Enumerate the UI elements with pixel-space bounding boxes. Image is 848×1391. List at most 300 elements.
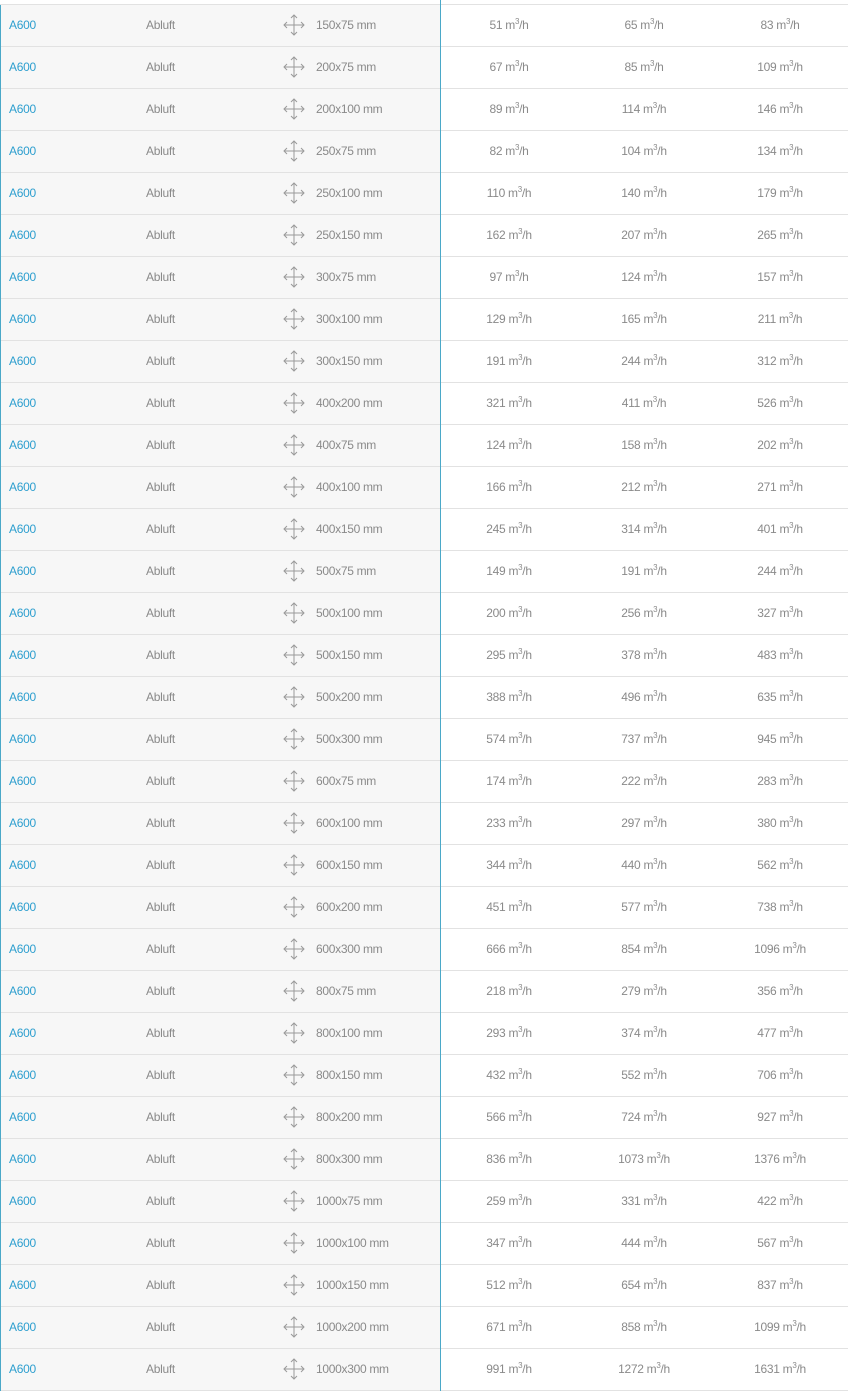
airflow-value-low [449,47,569,88]
airflow-number: 149 [486,564,506,578]
model-link[interactable]: A600 [9,438,36,452]
unit-superscript: 3 [789,185,794,194]
model-link[interactable]: A600 [9,1236,36,1250]
duct-size: 800x300 mm [316,1152,383,1166]
column-divider [440,593,441,635]
air-type-label: Abluft [146,228,175,242]
air-type-label: Abluft [146,648,175,662]
airflow-number: 1096 [754,942,780,956]
model-link[interactable]: A600 [9,984,36,998]
unit-suffix: /h [519,60,529,74]
airflow-value-mid [584,215,704,256]
airflow-number: 283 [757,774,777,788]
air-type-label: Abluft [146,732,175,746]
airflow-number: 526 [757,396,777,410]
airflow-value-mid [584,1013,704,1054]
model-link[interactable]: A600 [9,1278,36,1292]
airflow-number: 737 [621,732,641,746]
air-type-label: Abluft [146,564,175,578]
air-type-label: Abluft [146,816,175,830]
column-divider [440,803,441,845]
unit-prefix: m [502,102,515,116]
airflow-number: 496 [621,690,641,704]
model-link[interactable]: A600 [9,228,36,242]
unit-suffix: /h [657,522,667,536]
model-link[interactable]: A600 [9,900,36,914]
row-left-edge [0,1223,1,1265]
unit-suffix: /h [793,648,803,662]
airflow-value-high [720,257,840,298]
resize-arrows-icon [282,1315,306,1339]
airflow-number: 271 [757,480,777,494]
column-divider [440,1139,441,1181]
airflow-number: 574 [486,732,506,746]
model-link[interactable]: A600 [9,606,36,620]
duct-size: 150x75 mm [316,18,376,32]
airflow-value-low [449,1139,569,1180]
resize-arrows-icon [282,1231,306,1255]
airflow-number: 1099 [754,1320,780,1334]
airflow-value-high [720,383,840,424]
airflow-value-mid [584,467,704,508]
table-row [0,845,848,887]
airflow-value-low [449,1307,569,1348]
model-link[interactable]: A600 [9,396,36,410]
unit-superscript: 3 [518,563,523,572]
resize-arrows-icon [282,979,306,1003]
unit-superscript: 3 [653,479,658,488]
airflow-value-mid [584,887,704,928]
unit-suffix: /h [793,564,803,578]
unit-prefix: m [640,438,654,452]
unit-prefix: m [639,102,653,116]
unit-suffix: /h [793,228,803,242]
unit-superscript: 3 [652,101,657,110]
unit-suffix: /h [796,1320,806,1334]
airflow-number: 444 [621,1236,641,1250]
row-left-edge [0,845,1,887]
unit-superscript: 3 [653,899,658,908]
unit-prefix: m [505,690,519,704]
column-divider [440,1013,441,1055]
unit-suffix: /h [657,1278,667,1292]
unit-suffix: /h [657,1320,667,1334]
airflow-number: 207 [621,228,641,242]
row-left-edge [0,1097,1,1139]
unit-suffix: /h [796,1152,806,1166]
unit-superscript: 3 [653,605,658,614]
unit-prefix: m [505,1236,519,1250]
airflow-value-low [449,1097,569,1138]
airflow-number: 331 [621,1194,641,1208]
airflow-value-high [720,1013,840,1054]
unit-superscript: 3 [653,815,658,824]
airflow-value-low [449,845,569,886]
unit-prefix: m [775,312,789,326]
model-link[interactable]: A600 [9,102,36,116]
unit-suffix: /h [522,690,532,704]
unit-superscript: 3 [653,1025,658,1034]
unit-suffix: /h [522,480,532,494]
unit-suffix: /h [657,1194,667,1208]
airflow-value-mid [584,1055,704,1096]
resize-arrows-icon [282,181,306,205]
unit-prefix: m [640,1320,654,1334]
model-link[interactable]: A600 [9,60,36,74]
unit-suffix: /h [522,816,532,830]
airflow-number: 104 [621,144,641,158]
unit-prefix: m [640,312,654,326]
duct-size: 300x150 mm [316,354,383,368]
airflow-value-low [449,299,569,340]
airflow-value-mid [584,5,704,46]
unit-suffix: /h [522,1362,532,1376]
model-link[interactable]: A600 [9,564,36,578]
unit-prefix: m [776,984,790,998]
resize-arrows-icon [282,13,306,37]
model-link[interactable]: A600 [9,144,36,158]
duct-size: 1000x200 mm [316,1320,389,1334]
unit-superscript: 3 [518,983,523,992]
resize-arrows-icon [282,1357,306,1381]
air-type-label: Abluft [146,60,175,74]
unit-prefix: m [640,270,654,284]
unit-suffix: /h [793,984,803,998]
unit-superscript: 3 [653,1319,658,1328]
unit-suffix: /h [793,102,803,116]
unit-suffix: /h [657,1026,667,1040]
unit-prefix: m [640,984,654,998]
airflow-number: 411 [621,396,640,410]
resize-arrows-icon [282,139,306,163]
duct-size: 400x100 mm [316,480,383,494]
unit-superscript: 3 [789,899,794,908]
airflow-number: 577 [621,900,641,914]
airflow-number: 654 [621,1278,641,1292]
unit-superscript: 3 [518,395,523,404]
unit-prefix: m [637,60,650,74]
model-link[interactable]: A600 [9,354,36,368]
airflow-number: 356 [757,984,777,998]
resize-arrows-icon [282,1147,306,1171]
unit-superscript: 3 [518,227,523,236]
airflow-value-mid [584,551,704,592]
unit-suffix: /h [522,1110,532,1124]
unit-superscript: 3 [653,689,658,698]
column-divider [440,1307,441,1349]
duct-size: 600x300 mm [316,942,383,956]
column-divider [440,173,441,215]
unit-superscript: 3 [653,1235,658,1244]
airflow-value-low [449,425,569,466]
unit-prefix: m [505,732,519,746]
row-left-edge [0,1307,1,1349]
row-left-edge [0,677,1,719]
duct-size: 1000x150 mm [316,1278,389,1292]
resize-arrows-icon [282,433,306,457]
unit-suffix: /h [657,690,667,704]
airflow-number: 222 [621,774,641,788]
model-link[interactable]: A600 [9,1152,36,1166]
model-link[interactable]: A600 [9,690,36,704]
unit-suffix: /h [793,480,803,494]
unit-superscript: 3 [792,1151,797,1160]
unit-suffix: /h [657,774,667,788]
unit-superscript: 3 [789,605,794,614]
air-type-label: Abluft [146,144,175,158]
airflow-value-low [449,593,569,634]
model-link[interactable]: A600 [9,522,36,536]
airflow-number: 344 [486,858,506,872]
duct-size: 1000x75 mm [316,1194,383,1208]
model-link[interactable]: A600 [9,1362,36,1376]
table-row [0,257,848,299]
airflow-number: 378 [621,648,641,662]
airflow-number: 200 [486,606,506,620]
unit-suffix: /h [793,522,803,536]
unit-superscript: 3 [653,311,658,320]
airflow-number: 256 [621,606,641,620]
row-left-edge [0,1349,1,1391]
unit-superscript: 3 [789,479,794,488]
duct-size: 200x75 mm [316,60,376,74]
column-divider [440,1349,441,1391]
unit-superscript: 3 [653,227,658,236]
unit-prefix: m [640,1236,654,1250]
airflow-number: 374 [621,1026,641,1040]
model-link[interactable]: A600 [9,732,36,746]
model-link[interactable]: A600 [9,1110,36,1124]
airflow-number: 321 [486,396,506,410]
unit-suffix: /h [657,900,667,914]
air-type-label: Abluft [146,522,175,536]
row-left-edge [0,257,1,299]
row-left-edge [0,341,1,383]
airflow-value-low [449,1265,569,1306]
unit-prefix: m [776,1026,790,1040]
unit-prefix: m [776,522,790,536]
unit-prefix: m [640,900,654,914]
airflow-number: 82 [489,144,503,158]
unit-suffix: /h [657,942,667,956]
unit-superscript: 3 [653,983,658,992]
airflow-value-mid [584,971,704,1012]
airflow-value-mid [584,635,704,676]
unit-prefix: m [639,396,653,410]
resize-arrows-icon [282,391,306,415]
resize-arrows-icon [282,937,306,961]
airflow-value-mid [584,341,704,382]
column-divider [440,1265,441,1307]
airflow-value-low [449,467,569,508]
unit-superscript: 3 [789,1235,794,1244]
unit-prefix: m [640,480,654,494]
model-link[interactable]: A600 [9,312,36,326]
duct-size: 400x200 mm [316,396,383,410]
unit-superscript: 3 [649,59,655,68]
unit-suffix: /h [656,396,667,410]
row-left-edge [0,47,1,89]
unit-prefix: m [640,942,654,956]
unit-suffix: /h [522,1236,532,1250]
airflow-value-low [449,173,569,214]
unit-superscript: 3 [653,857,658,866]
unit-suffix: /h [521,186,532,200]
unit-suffix: /h [793,1026,803,1040]
unit-superscript: 3 [518,857,523,866]
table-row [0,1223,848,1265]
airflow-value-low [449,509,569,550]
row-left-edge [0,1181,1,1223]
unit-prefix: m [776,144,790,158]
unit-superscript: 3 [518,479,523,488]
unit-superscript: 3 [518,1235,523,1244]
airflow-number: 635 [757,690,777,704]
airflow-value-high [720,677,840,718]
airflow-number: 388 [486,690,506,704]
table-row [0,467,848,509]
airflow-value-low [449,761,569,802]
unit-suffix: /h [522,1068,532,1082]
airflow-value-low [449,383,569,424]
model-link[interactable]: A600 [9,648,36,662]
airflow-number: 97 [489,270,503,284]
duct-size: 800x200 mm [316,1110,383,1124]
model-link[interactable]: A600 [9,480,36,494]
unit-suffix: /h [522,522,532,536]
model-link[interactable]: A600 [9,858,36,872]
unit-suffix: /h [657,438,667,452]
unit-prefix: m [776,648,790,662]
column-divider [440,1055,441,1097]
unit-suffix: /h [522,858,532,872]
airflow-number: 380 [757,816,777,830]
model-link[interactable]: A600 [9,186,36,200]
table-body [0,5,848,1391]
unit-superscript: 3 [518,1277,523,1286]
unit-prefix: m [640,1068,654,1082]
row-left-edge [0,1265,1,1307]
airflow-value-mid [584,131,704,172]
unit-suffix: /h [657,606,667,620]
resize-arrows-icon [282,643,306,667]
table-row [0,1055,848,1097]
air-type-label: Abluft [146,186,175,200]
unit-prefix: m [776,1278,790,1292]
airflow-value-mid [584,299,704,340]
model-link[interactable]: A600 [9,270,36,284]
airflow-value-mid [584,383,704,424]
airflow-value-high [720,299,840,340]
row-left-edge [0,719,1,761]
unit-suffix: /h [522,984,532,998]
unit-prefix: m [776,1110,790,1124]
unit-suffix: /h [657,732,667,746]
airflow-value-mid [584,1349,704,1390]
resize-arrows-icon [282,1189,306,1213]
unit-suffix: /h [793,732,803,746]
unit-superscript: 3 [789,1067,794,1076]
model-link[interactable]: A600 [9,1068,36,1082]
airflow-value-mid [584,425,704,466]
unit-suffix: /h [657,228,667,242]
unit-prefix: m [640,648,654,662]
model-link[interactable]: A600 [9,1194,36,1208]
airflow-value-high [720,1181,840,1222]
unit-prefix: m [505,900,519,914]
airflow-value-high [720,509,840,550]
model-link[interactable]: A600 [9,774,36,788]
air-type-label: Abluft [146,1362,175,1376]
unit-superscript: 3 [789,857,794,866]
resize-arrows-icon [282,811,306,835]
unit-prefix: m [640,1194,654,1208]
table-row [0,551,848,593]
column-divider [440,383,441,425]
airflow-number: 567 [757,1236,777,1250]
airflow-value-high [720,215,840,256]
unit-superscript: 3 [518,1319,523,1328]
column-divider [440,425,441,467]
model-link[interactable]: A600 [9,1026,36,1040]
unit-prefix: m [776,774,790,788]
duct-size: 400x150 mm [316,522,383,536]
airflow-number: 211 [757,312,776,326]
unit-prefix: m [776,690,790,704]
air-type-label: Abluft [146,984,175,998]
model-link[interactable]: A600 [9,816,36,830]
unit-suffix: /h [522,774,532,788]
unit-superscript: 3 [518,353,523,362]
model-link[interactable]: A600 [9,1320,36,1334]
airflow-number: 191 [486,354,506,368]
unit-superscript: 3 [514,17,520,26]
row-left-edge [0,131,1,173]
airflow-number: 451 [486,900,506,914]
unit-prefix: m [505,1026,519,1040]
unit-prefix: m [505,774,519,788]
unit-suffix: /h [657,984,667,998]
unit-suffix: /h [519,102,529,116]
unit-suffix: /h [657,648,667,662]
unit-prefix: m [640,144,654,158]
row-left-edge [0,215,1,257]
column-divider [440,1181,441,1223]
airflow-value-low [449,803,569,844]
unit-prefix: m [779,1320,793,1334]
unit-prefix: m [505,606,519,620]
table-row [0,1349,848,1391]
unit-prefix: m [640,522,654,536]
unit-prefix: m [640,354,654,368]
duct-size: 300x75 mm [316,270,376,284]
unit-superscript: 3 [518,1109,523,1118]
unit-superscript: 3 [518,773,523,782]
unit-suffix: /h [657,312,667,326]
unit-suffix: /h [657,270,667,284]
airflow-value-low [449,1349,569,1390]
airflow-number: 483 [757,648,777,662]
unit-superscript: 3 [789,563,794,572]
airflow-number: 109 [757,60,777,74]
model-link[interactable]: A600 [9,942,36,956]
row-left-edge [0,1013,1,1055]
unit-suffix: /h [657,144,667,158]
duct-size: 500x75 mm [316,564,376,578]
column-divider [440,215,441,257]
model-link[interactable]: A600 [9,18,36,32]
unit-prefix: m [779,1152,793,1166]
